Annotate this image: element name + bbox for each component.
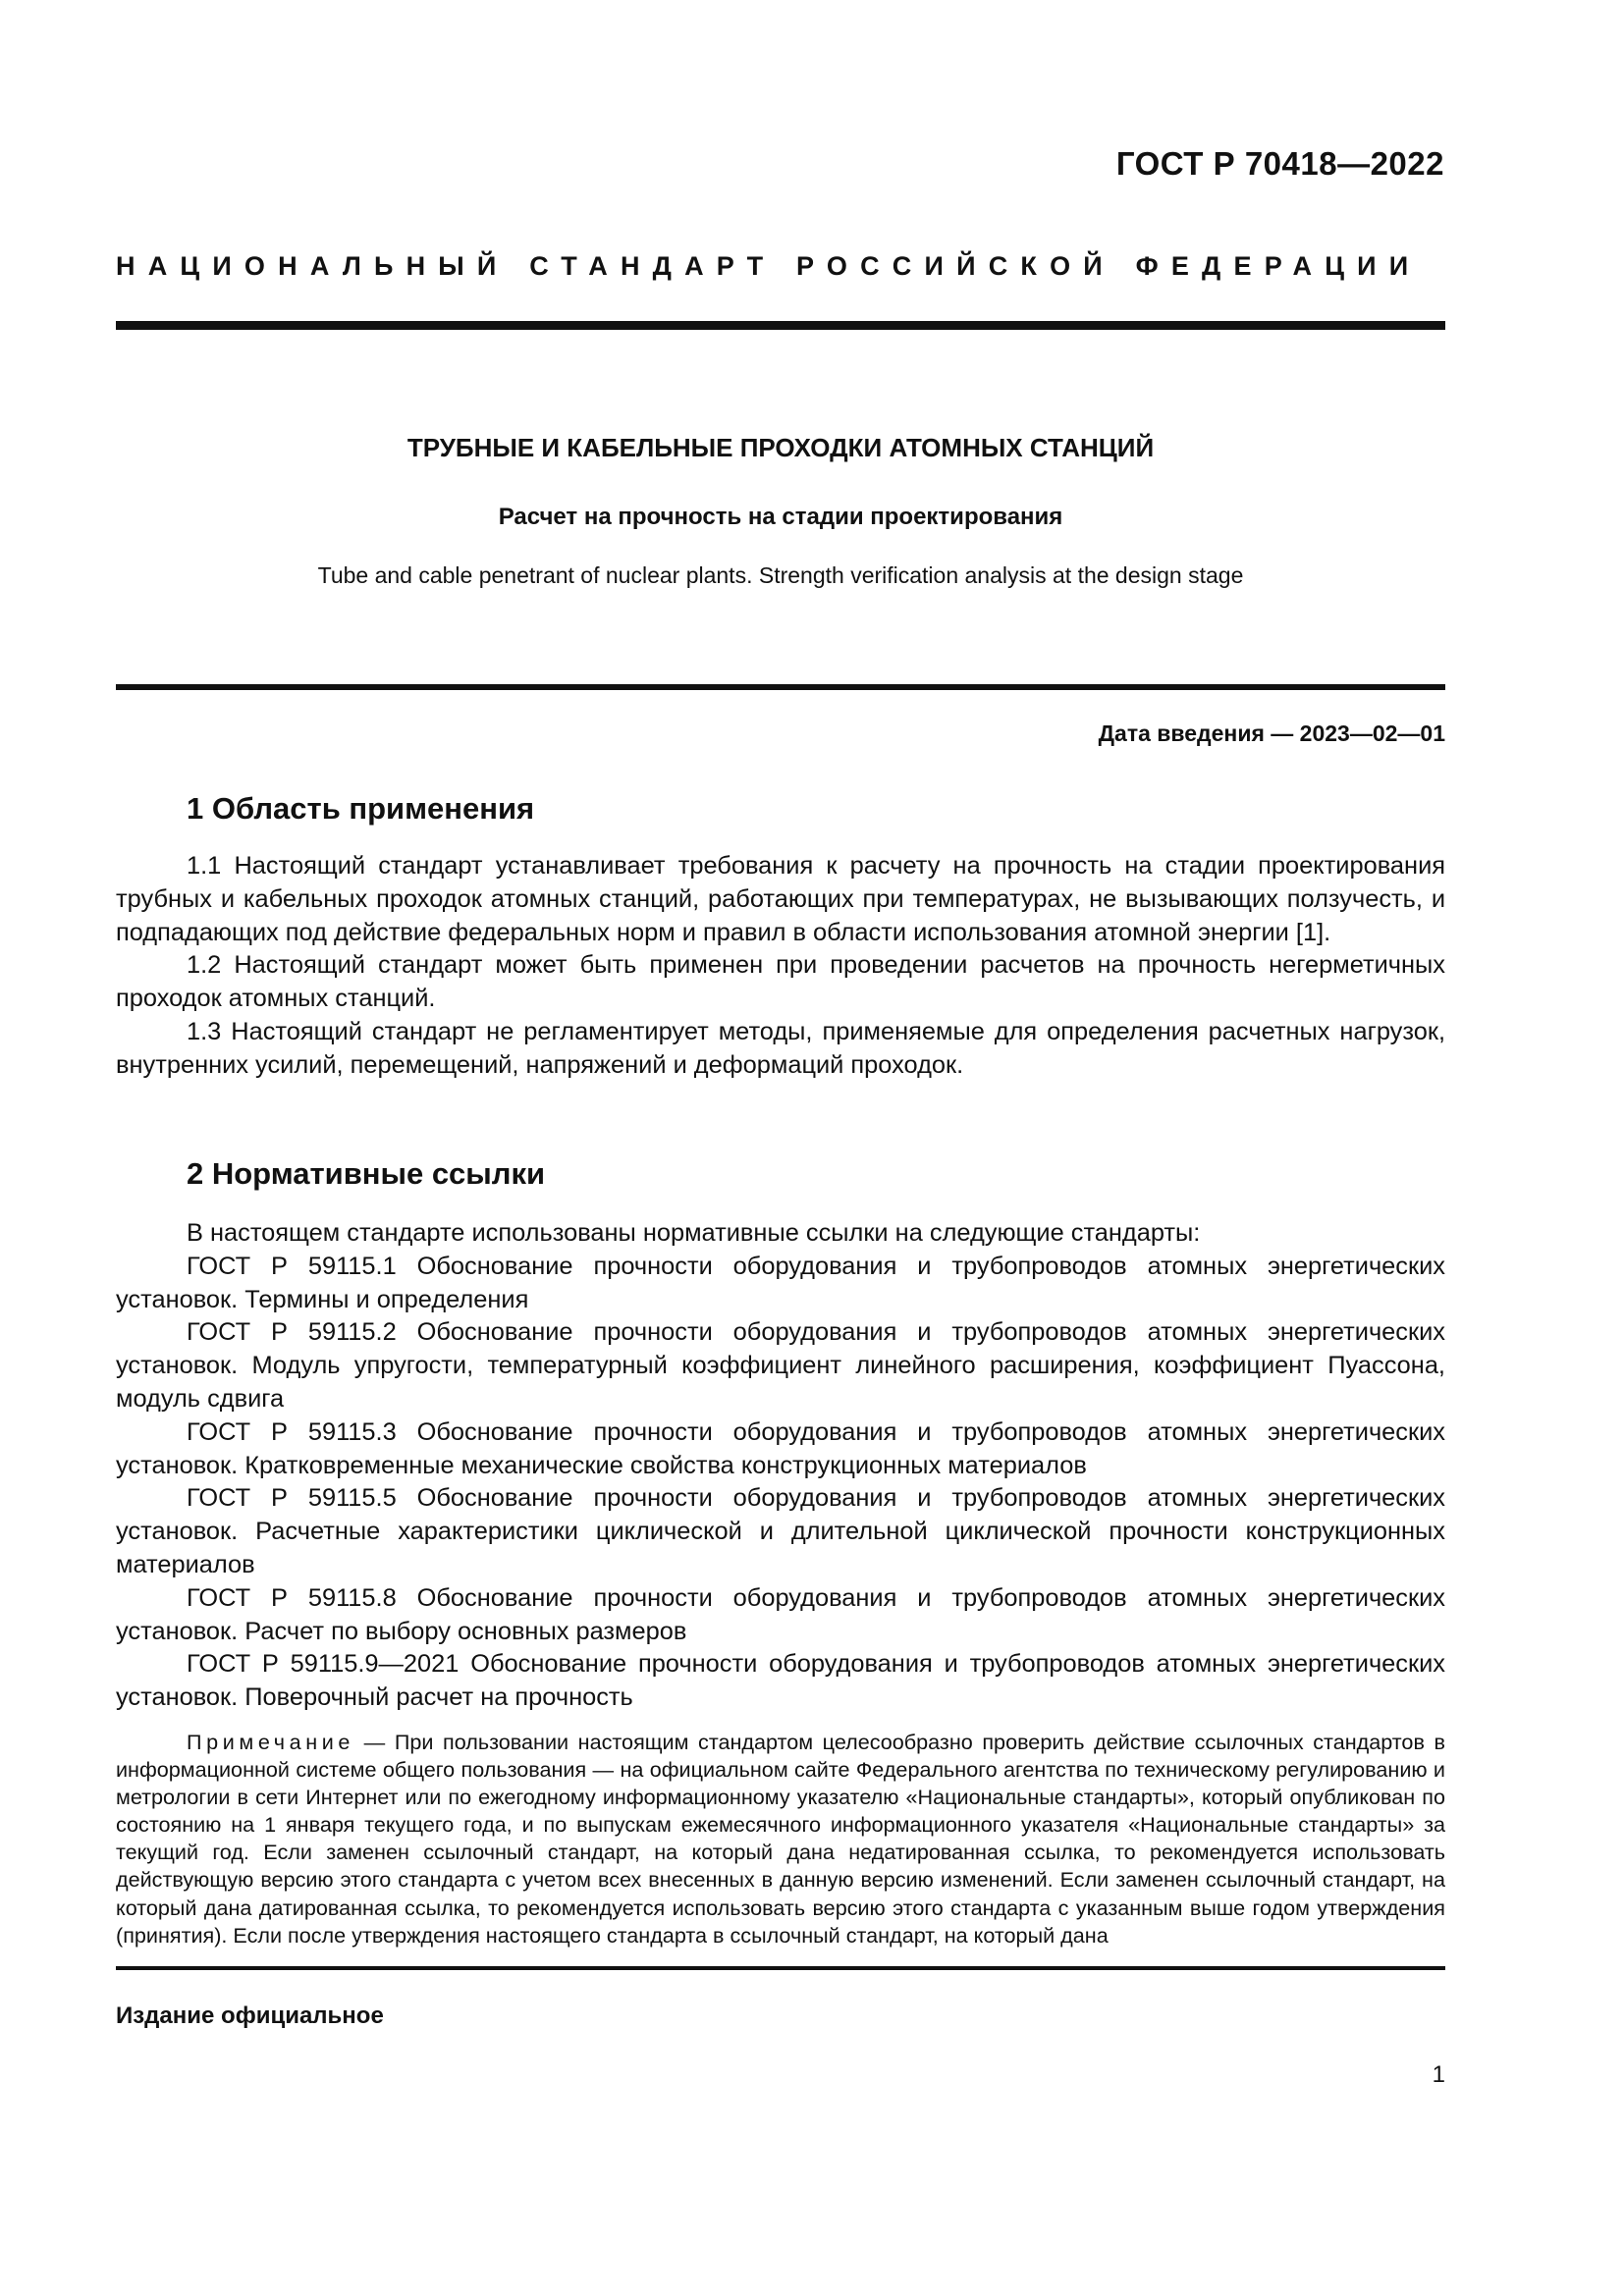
document-title: ТРУБНЫЕ И КАБЕЛЬНЫЕ ПРОХОДКИ АТОМНЫХ СТАНЦИЙ xyxy=(406,433,1155,462)
edition-label: Издание официальное xyxy=(116,2002,384,2029)
note-block xyxy=(116,1729,1445,1949)
header-divider xyxy=(116,321,1445,330)
note-label: Примечание xyxy=(187,1730,354,1754)
paragraph-1-2: 1.2 Настоящий стандарт может быть применен при проведении расчетов на прочность негерметичных проходок атомных станций. xyxy=(116,951,1445,1013)
section-2-heading: 2 Нормативные ссылки xyxy=(187,1156,546,1191)
reference-item: ГОСТ Р 59115.9—2021 Обоснование прочности оборудования и трубопроводов атомных энергетических установок. Поверочный расчет на прочность xyxy=(116,1650,1445,1712)
footer-divider xyxy=(116,1966,1445,1970)
page-number: 1 xyxy=(1432,2061,1445,2088)
section-1-heading: 1 Область применения xyxy=(187,791,535,826)
document-number: ГОСТ Р 70418—2022 xyxy=(1115,145,1444,182)
title-divider xyxy=(116,684,1445,690)
paragraph-1-1: 1.1 Настоящий стандарт устанавливает требования к расчету на прочность на стадии проектирования трубных и кабельных проходок атомных станций, работающих при температурах, не вызывающих ползучесть, и подпадающих под действие федеральных норм и правил в области использования атомной энергии [1]. xyxy=(116,852,1445,946)
document-subtitle: Расчет на прочность на стадии проектирования xyxy=(498,504,1063,530)
english-title: Tube and cable penetrant of nuclear plants. Strength verification analysis at the design stage xyxy=(317,562,1244,588)
reference-item: ГОСТ Р 59115.5 Обоснование прочности оборудования и трубопроводов атомных энергетических установок. Расчетные характеристики циклической и длительной циклической прочности конструкционных материалов xyxy=(116,1484,1445,1578)
reference-item: ГОСТ Р 59115.8 Обоснование прочности оборудования и трубопроводов атомных энергетических установок. Расчет по выбору основных размеров xyxy=(116,1583,1445,1645)
section-1-body xyxy=(116,850,1445,1083)
note-text: — При пользовании настоящим стандартом целесообразно проверить действие ссылочных стандартов в информационной системе общего пользования — на официальном сайте Федерального агентства по техническому регулированию и метрологии в сети Интернет или по ежегодному информационному указателю «Национальные стандарты», который опубликован по состоянию на 1 января текущего года, и по выпускам ежемесячного информационного указателя «Национальные стандарты» за текущий год. Если заменен ссылочный стандарт, на который дана недатированная ссылка, то рекомендуется использовать действующую версию этого стандарта с учетом всех внесенных в данную версию изменений. Если заменен ссылочный стандарт, на который дана датированная ссылка, то рекомендуется использовать версию этого стандарта с указанным выше годом утверждения (принятия). Если после утверждения настоящего стандарта в ссылочный стандарт, на который дана xyxy=(116,1730,1445,1948)
standard-type-header: НАЦИОНАЛЬНЫЙ СТАНДАРТ РОССИЙСКОЙ ФЕДЕРАЦИИ xyxy=(116,251,1422,281)
section-2-body xyxy=(116,1217,1445,1715)
introduction-date: Дата введения — 2023—02—01 xyxy=(1098,721,1445,746)
references-intro: В настоящем стандарте использованы нормативные ссылки на следующие стандарты: xyxy=(187,1219,1201,1247)
reference-item: ГОСТ Р 59115.3 Обоснование прочности оборудования и трубопроводов атомных энергетических установок. Кратковременные механические свойства конструкционных материалов xyxy=(116,1417,1445,1479)
reference-item: ГОСТ Р 59115.2 Обоснование прочности оборудования и трубопроводов атомных энергетических установок. Модуль упругости, температурный коэффициент линейного расширения, коэффициент Пуассона, модуль сдвига xyxy=(116,1318,1445,1413)
reference-item: ГОСТ Р 59115.1 Обоснование прочности оборудования и трубопроводов атомных энергетических установок. Термины и определения xyxy=(116,1252,1445,1313)
paragraph-1-3: 1.3 Настоящий стандарт не регламентирует методы, применяемые для определения расчетных нагрузок, внутренних усилий, перемещений, напряжений и деформаций проходок. xyxy=(116,1017,1445,1079)
